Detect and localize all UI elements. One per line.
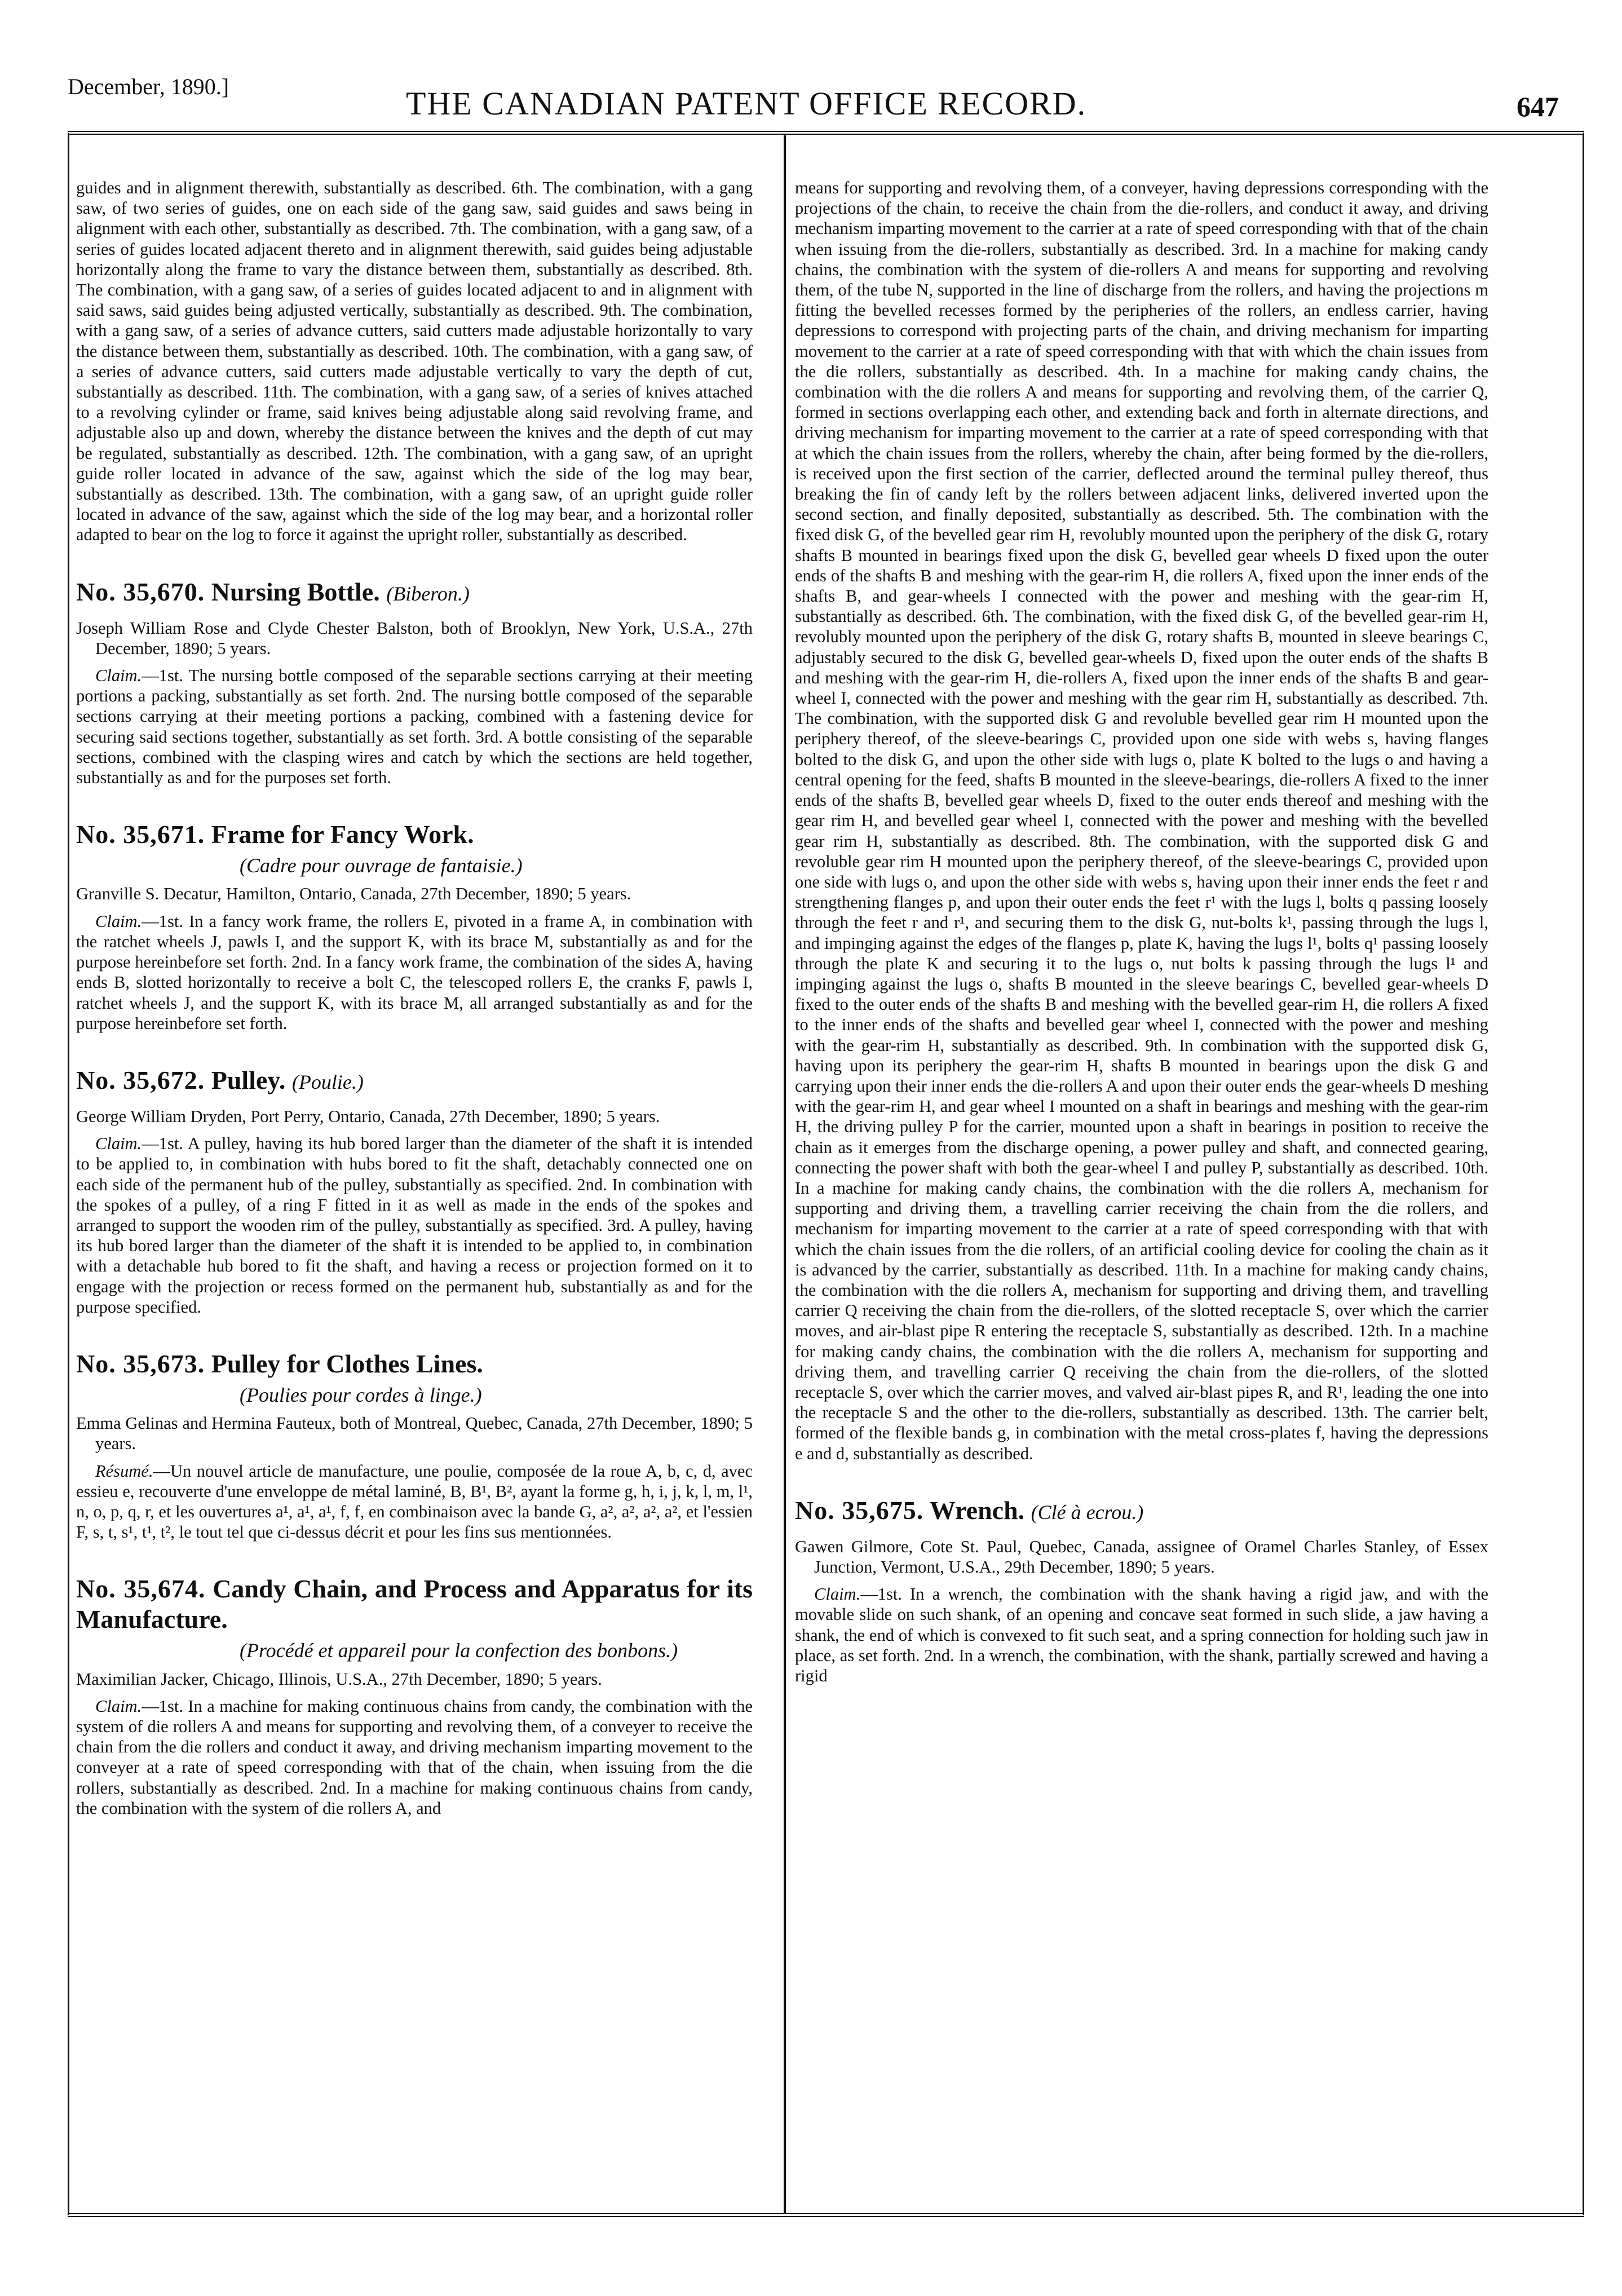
patent-parties: Granville S. Decatur, Hamilton, Ontario, Canada, 27th December, 1890; 5 years. — [76, 884, 631, 904]
claim-text — [76, 1461, 753, 1543]
french-title: (Poulies pour cordes à linge.) — [240, 1383, 482, 1406]
patent-title: Pulley for Clothes Lines. — [211, 1349, 483, 1378]
claim-text — [76, 1133, 753, 1317]
entry-heading — [76, 1574, 753, 1635]
claim-label: Claim. — [95, 1696, 142, 1716]
patent-entry-35671 — [76, 819, 753, 1034]
continued-claims — [76, 178, 753, 545]
french-title: (Procédé et appareil pour la confection des bonbons.) — [240, 1639, 678, 1662]
patent-entry-35672 — [76, 1065, 753, 1317]
claim-label: Résumé. — [95, 1461, 153, 1481]
claim-text — [76, 911, 753, 1034]
patent-title: Wrench. — [929, 1495, 1025, 1525]
entry-heading — [795, 1495, 1488, 1527]
continued-text: means for supporting and revolving them, of a conveyer, having depressions corresponding with the projections of the chain, to receive the chain from the die-rollers, and conduct it away, and driving mechanism imparting movement to the carrier at a rate of speed corresponding with that of the chain when issuing from the die-rollers, substantially as described. 3rd. In a machine for making candy chains, the combination with the system of die-rollers A and means for supporting and revolving them, of the tube N, supported in the line of discharge from the rollers, and having the projections m fitting the bevelled recesses formed by the peripheries of the rollers, an endless carrier, having depressions to correspond with projecting parts of the chain, and driving mechanism for imparting movement to the carrier at a rate of speed corresponding with that with which the chain issues from the die rollers, substantially as described. 4th. In a machine for making candy chains, the combination with the die rollers A and means for supporting and revolving them, of the carrier Q, formed in sections overlapping each other, and extending back and forth in alternate directions, and driving mechanism for imparting movement to the carrier at a rate of speed corresponding with that at which the chain issues from the rollers, whereby the chain, after being formed by the die-rollers, is received upon the first section of the carrier, deflected around the terminal pulley thereof, thus breaking the fin of candy left by the rollers between adjacent links, delivered inverted upon the second section, and finally deposited, substantially as described. 5th. The combination with the fixed disk G, of the bevelled gear rim H, revolubly mounted upon the periphery of the disk G, rotary shafts B mounted in bearings fixed upon the disk G, bevelled gear wheels D fixed upon the outer ends of the shafts B and meshing with the gear-rim H, die rollers A, fixed upon the inner ends of the shafts B, and gear-wheels I connected with the power and meshing with the gear-rim H, substantially as described. 6th. The combination, with the fixed disk G, of the bevelled gear-rim H, revolubly mounted upon the periphery of the disk G, rotary shafts B, mounted in sleeve bearings C, adjustably secured to the disk G, bevelled gear-wheels D, fixed upon the outer ends of the shafts B and meshing with the gear-rim H, die-rollers A, fixed upon the inner ends of the shafts B and gear-wheel I, connected with the power and meshing with the gear rim H, substantially as described. 7th. The combination, with the supported disk G and revoluble bevelled gear rim H mounted upon the periphery thereof, of the sleeve-bearings C, provided upon one side with webs s, having flanges bolted to the disk G, and upon the other side with lugs o, plate K bolted to the lugs o and having a central opening for the feed, shafts B mounted in the sleeve-bearings, die-rollers A fixed to the inner ends of the shafts B, bevelled gear wheels D, fixed to the outer ends thereof and meshing with the gear rim H, and bevelled gear wheel I, connected with the power and meshing with the bevelled gear rim H, substantially as described. 8th. The combination, with the supported disk G and revoluble gear rim H mounted upon the periphery thereof, of the sleeve-bearings C, provided upon one side with lugs o, and upon the other side with webs s, having upon their inner ends the feet r and strengthening flanges p, and upon their outer ends the feet r¹ with the lugs l, bolts q passing loosely through the feet r and r¹, and securing them to the disk G, nut-bolts k¹, passing through the lugs l, and impinging against the edges of the flanges p, plate K, having the lugs l¹, bolts q¹ passing loosely through the plate K and securing it to the lugs o, nut bolts k passing through the lugs l¹ and impinging against the lugs o, shafts B mounted in the sleeve bearings C, bevelled gear-wheels D fixed to the outer ends of the shafts B and meshing with the bevelled gear-rim H, die rollers A fixed to the inner ends of the shafts and bevelled gear wheel I, connected with the power and meshing with the gear-rim H, substantially as described. 9th. In combination with the supported disk G, having upon its periphery the gear-rim H, shafts B mounted in bearings upon the disk G and carrying upon their inner ends the die-rollers A and upon their outer ends the gear-wheels D meshing with the gear-rim H, and gear wheel I mounted on a shaft in bearings and meshing with the gear-rim H, the driving pulley P for the carrier, mounted upon a shaft in bearings in position to receive the chain as it emerges from the discharge opening, a power pulley and shaft, and connected gearing, connecting the power shaft with both the gear-wheel I and pulley P, substantially as described. 10th. In a machine for making candy chains, the combination with the die rollers A, mechanism for supporting and driving them, a travelling carrier receiving the chain from the die rollers, and mechanism for imparting movement to the carrier at a rate of speed corresponding with that with which the chain issues from the die rollers, of an artificial cooling device for cooling the chain as it is advanced by the carrier, substantially as described. 11th. In a machine for making candy chains, the combination with the die rollers A, mechanism for supporting and driving them, and travelling carrier Q receiving the chain from the die-rollers, of the slotted receptacle S, over which the carrier moves, and air-blast pipe R entering the receptacle S, substantially as described. 12th. In a machine for making candy chains, the combination with the die rollers A, mechanism for supporting and driving them, and travelling carrier Q receiving the chain from the die-rollers, of the slotted receptacle S, over which the carrier moves, and valved air-blast pipes R, and R¹, leading the one into the receptacle S and the other to the die-rollers, substantially as described. 13th. The carrier belt, formed of the flexible bands g, in combination with the metal cross-plates f, having the depressions e and d, substantially as described. — [795, 178, 1488, 1463]
french-title: (Poulie.) — [291, 1070, 364, 1093]
claim-body: —1st. In a fancy work frame, the rollers E, pivoted in a frame A, in combination with the ratchet wheels J, pawls I, and the support K, with its brace M, substantially as and for the purpose hereinbefore set forth. 2nd. In a fancy work frame, the combination of the sides A, having ends B, slotted horizontally to receive a bolt C, the telescoped rollers E, the cranks F, pawls I, ratchet wheels J, and the support K, with its brace M, all arranged substantially as and for the purpose hereinbefore set forth. — [76, 911, 753, 1033]
patent-number: No. 35,674. — [76, 1574, 206, 1604]
claim-body: —1st. In a wrench, the combination with the shank having a rigid jaw, and with the movable slide on such shank, of an opening and concave seat formed in such slide, a jaw having a shank, the end of which is convexed to fit such seat, and a spring connection for holding such jaw in place, as set forth. 2nd. In a wrench, the combination, with the shank, partially screwed and having a rigid — [795, 1584, 1488, 1686]
patent-entry-35673 — [76, 1349, 753, 1542]
column-divider — [784, 135, 786, 2213]
header-date: December, 1890.] — [68, 74, 229, 99]
patent-parties: George William Dryden, Port Perry, Ontario, Canada, 27th December, 1890; 5 years. — [76, 1106, 660, 1126]
patent-parties: Joseph William Rose and Clyde Chester Balston, both of Brooklyn, New York, U.S.A., 27th December, 1890; 5 years. — [76, 618, 753, 658]
patent-number: No. 35,672. — [76, 1065, 205, 1094]
claim-label: Claim. — [814, 1584, 861, 1604]
patent-number: No. 35,670. — [76, 577, 205, 606]
entry-heading — [76, 819, 753, 850]
header-title: THE CANADIAN PATENT OFFICE RECORD. — [406, 85, 1087, 122]
patent-entry-35674 — [76, 1574, 753, 1818]
patent-number: No. 35,671. — [76, 820, 205, 849]
entry-heading — [76, 577, 753, 609]
continued-claims — [795, 178, 1488, 1464]
claim-label: Claim. — [95, 666, 142, 686]
continued-text: guides and in alignment therewith, substantially as described. 6th. The combination, with a gang saw, of two series of guides, one on each side of the gang saw, said guides and saws being in alignment with each other, substantially as described. 7th. The combination, with a gang saw, of a series of guides located adjacent thereto and in alignment therewith, said guides being adjustable horizontally along the frame to vary the distance between them, substantially as described. 8th. The combination, with a gang saw, of a series of guides located adjacent to and in alignment with said saws, said guides being adjusted vertically, substantially as described. 9th. The combination, with a gang saw, of a series of advance cutters, said cutters made adjustable horizontally to vary the distance between them, substantially as described. 10th. The combination, with a gang saw, of a series of advance cutters, said cutters made adjustable vertically to vary the depth of cut, substantially as described. 11th. The combination, with a gang saw, of a series of knives attached to a revolving cylinder or frame, said knives being adjustable along said revolving frame, and adjustable also up and down, whereby the distance between the knives and the depth of cut may be regulated, substantially as described. 12th. The combination, with a gang saw, of an upright guide roller located in advance of the saw, against which the side of the log may bear, substantially as described. 13th. The combination, with a gang saw, of an upright guide roller located in advance of the saw, against which the side of the log may bear, and a horizontal roller adapted to bear on the log to force it against the upright roller, substantially as described. — [76, 178, 753, 545]
patent-entry-35675 — [795, 1495, 1488, 1686]
patent-number: No. 35,675. — [795, 1495, 924, 1525]
patent-title: Candy Chain, and Process and Apparatus for its Manufacture. — [76, 1574, 753, 1634]
french-title: (Biberon.) — [386, 582, 470, 605]
claim-body: —1st. In a machine for making continuous chains from candy, the combination with the system of die rollers A and means for supporting and revolving them, of a conveyer to receive the chain from the die rollers and conduct it away, and driving mechanism imparting movement to the conveyer at a rate of speed corresponding with that of the chain, when issuing from the die rollers, substantially as described. 2nd. In a machine for making continuous chains from candy, the combination with the system of die rollers A, and — [76, 1696, 753, 1818]
patent-number: No. 35,673. — [76, 1349, 205, 1378]
entry-heading — [76, 1349, 753, 1379]
patent-parties: Maximilian Jacker, Chicago, Illinois, U.S.A., 27th December, 1890; 5 years. — [76, 1669, 602, 1689]
claim-text — [76, 1696, 753, 1818]
page-number: 647 — [1517, 91, 1559, 122]
french-title: (Cadre pour ouvrage de fantaisie.) — [240, 854, 523, 877]
french-title: (Clé à ecrou.) — [1031, 1500, 1144, 1524]
right-column — [795, 178, 1488, 1686]
patent-title: Pulley. — [211, 1065, 286, 1094]
claim-body: —Un nouvel article de manufacture, une poulie, composée de la roue A, b, c, d, avec essieu e, recouverte d'une enveloppe de métal laminé, B, B¹, B², ayant la forme g, h, i, j, k, l, m, l¹, n, o, p, q, r, et les ouvertures a¹, a¹, a¹, f, f, en combinaison avec la bande G, a², a², a², a², et l'essien F, s, t, s¹, t¹, t², le tout tel que ci-dessus décrit et pour les fins sus mentionnées. — [76, 1461, 753, 1542]
claim-body: —1st. The nursing bottle composed of the separable sections carrying at their meeting portions a packing, substantially as set forth. 2nd. The nursing bottle composed of the separable sections carrying at their meeting portions a packing, combined with a fastening device for securing said sections together, substantially as set forth. 3rd. A bottle consisting of the separable sections, combined with the clasping wires and catch by which the sections are held together, substantially as and for the purposes set forth. — [76, 666, 753, 788]
page-header — [0, 62, 1622, 124]
patent-title: Frame for Fancy Work. — [211, 820, 474, 849]
claim-label: Claim. — [95, 1134, 142, 1154]
claim-body: —1st. A pulley, having its hub bored larger than the diameter of the shaft it is intended to be applied to, in combination with hubs bored to fit the shaft, detachably connected one on each side of the permanent hub of the pulley, substantially as specified. 2nd. In combination with the spokes of a pulley, of a ring F fitted in it as well as made in the ends of the spokes and arranged to support the wooden rim of the pulley, substantially as specified. 3rd. A pulley, having its hub bored larger than the diameter of the shaft it is intended to be applied to, in combination with a detachable hub bored to fit the shaft, and having a recess or projection formed on it to engage with the projection or recess formed on the permanent hub, substantially as and for the purpose specified. — [76, 1134, 753, 1317]
entry-heading — [76, 1065, 753, 1097]
patent-parties: Emma Gelinas and Hermina Fauteux, both of Montreal, Quebec, Canada, 27th December, 1890; 5 years. — [76, 1414, 753, 1454]
left-column — [76, 178, 753, 1818]
patent-entry-35670 — [76, 577, 753, 788]
patent-parties: Gawen Gilmore, Cote St. Paul, Quebec, Canada, assignee of Oramel Charles Stanley, of Essex Junction, Vermont, U.S.A., 29th December, 1890; 5 years. — [795, 1536, 1488, 1577]
patent-title: Nursing Bottle. — [211, 577, 380, 606]
claim-text — [76, 665, 753, 788]
claim-text — [795, 1584, 1488, 1686]
claim-label: Claim. — [95, 911, 142, 931]
